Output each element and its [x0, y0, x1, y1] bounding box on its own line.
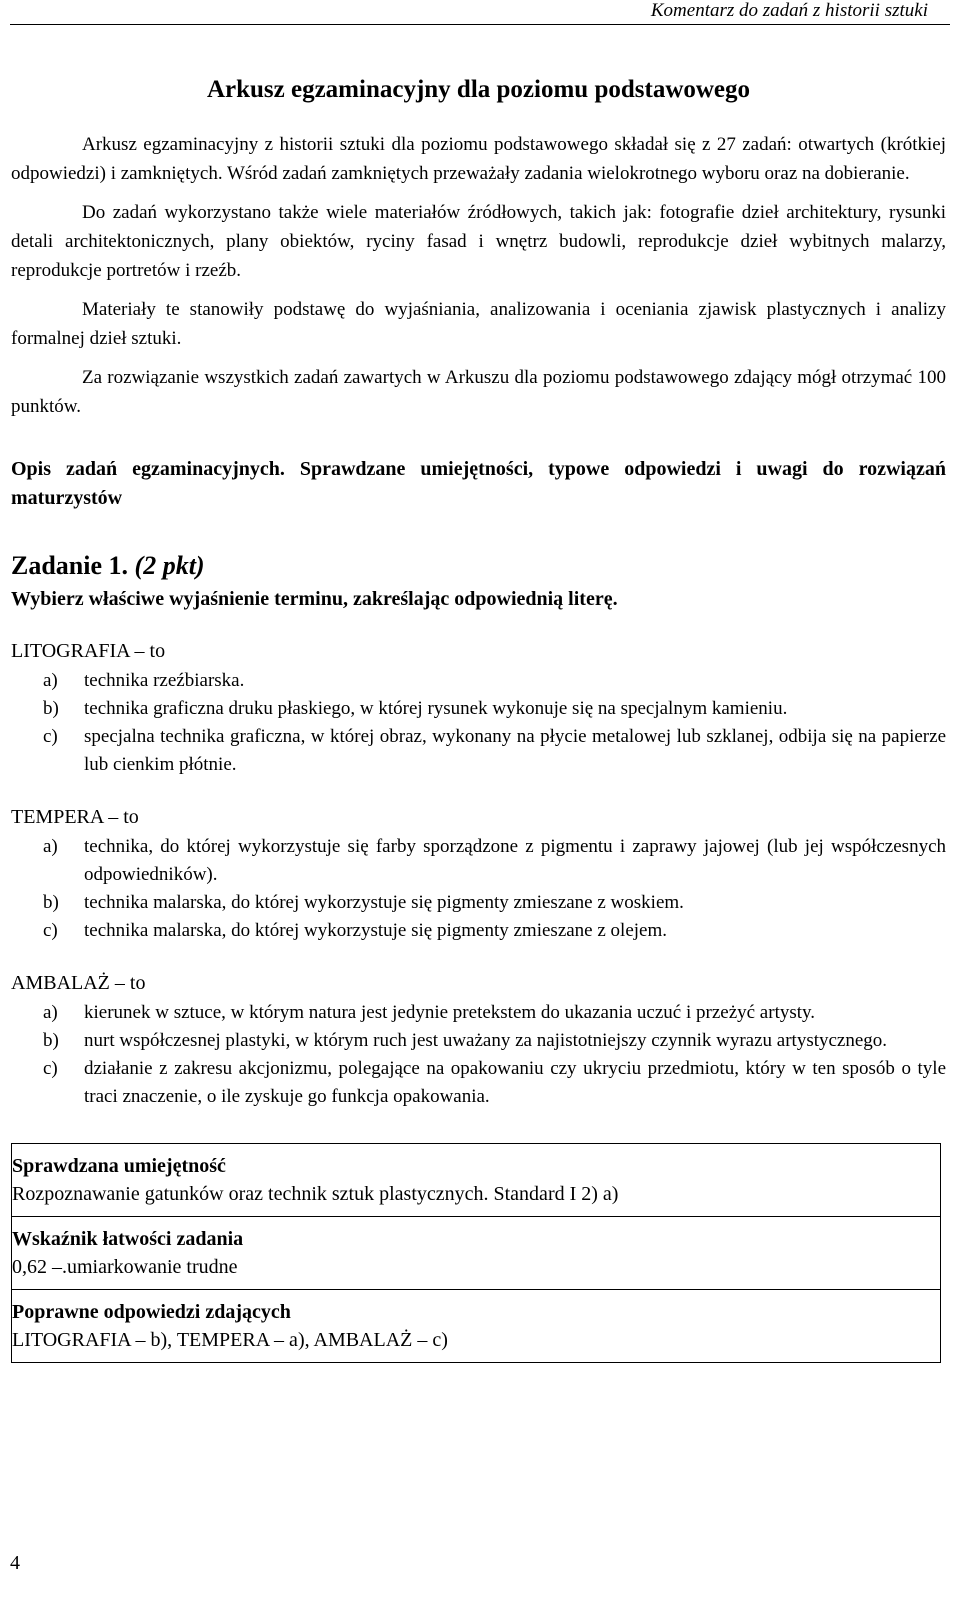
info-cell-skill — [12, 1144, 940, 1217]
option-letter: a) — [43, 670, 58, 691]
info-value: 0,62 –.umiarkowanie trudne — [12, 1256, 238, 1278]
term-heading-ambalaz: AMBALAŻ – to — [11, 972, 146, 994]
option-text: technika, do której wykorzystuje się farby sporządzone z pigmentu i zaprawy jajowej (lub jej współczesnych odpowiedników). — [84, 836, 946, 885]
option-item — [11, 999, 946, 1027]
intro-paragraph: Materiały te stanowiły podstawę do wyjaśniania, analizowania i oceniania zjawisk plastycznych i analizy formalnej dzieł sztuki. — [11, 299, 946, 349]
info-label: Poprawne odpowiedzi zdających — [12, 1301, 291, 1323]
option-item — [11, 1055, 946, 1111]
info-label: Sprawdzana umiejętność — [12, 1155, 226, 1177]
option-letter: c) — [43, 1058, 58, 1079]
options-list-tempera — [11, 833, 946, 945]
info-label: Wskaźnik łatwości zadania — [12, 1228, 244, 1250]
option-item — [11, 833, 946, 889]
option-text: technika malarska, do której wykorzystuje się pigmenty zmieszane z olejem. — [84, 920, 667, 941]
option-text: specjalna technika graficzna, w której obraz, wykonany na płycie metalowej lub szklanej, odbija się na papierze lub cienkim płótnie. — [84, 726, 946, 775]
option-item — [11, 1027, 946, 1055]
option-letter: c) — [43, 726, 58, 747]
info-box — [11, 1143, 941, 1363]
page-content — [11, 70, 946, 1363]
option-letter: b) — [43, 892, 59, 913]
option-letter: b) — [43, 698, 59, 719]
task-title — [11, 551, 946, 581]
page-number: 4 — [10, 1552, 20, 1574]
running-header — [10, 0, 950, 25]
running-header-title: Komentarz do zadań z historii sztuki — [650, 0, 928, 21]
option-text: technika malarska, do której wykorzystuje się pigmenty zmieszane z woskiem. — [84, 892, 684, 913]
option-item — [11, 723, 946, 779]
term-heading-tempera: TEMPERA – to — [11, 806, 139, 828]
option-letter: a) — [43, 1002, 58, 1023]
task-instruction: Wybierz właściwe wyjaśnienie terminu, zakreślając odpowiednią literę. — [11, 588, 618, 610]
option-letter: a) — [43, 836, 58, 857]
task-points: (2 pkt) — [134, 551, 205, 580]
option-text: nurt współczesnej plastyki, w którym ruch jest uważany za najistotniejszy czynnik wyrazu artystycznego. — [84, 1030, 888, 1051]
option-text: kierunek w sztuce, w którym natura jest jedynie pretekstem do ukazania uczuć i przeżyć artysty. — [84, 1002, 816, 1023]
info-value: LITOGRAFIA – b), TEMPERA – a), AMBALAŻ – c) — [12, 1329, 448, 1351]
info-value: Rozpoznawanie gatunków oraz technik sztuk plastycznych. Standard I 2) a) — [12, 1183, 619, 1205]
option-text: technika graficzna druku płaskiego, w której rysunek wykonuje się na specjalnym kamieniu. — [84, 698, 788, 719]
info-cell-answers — [12, 1290, 940, 1362]
option-item — [11, 695, 946, 723]
option-letter: b) — [43, 1030, 59, 1051]
intro-paragraph: Arkusz egzaminacyjny z historii sztuki dla poziomu podstawowego składał się z 27 zadań: otwartych (krótkiej odpowiedzi) i zamkniętych. Wśród zadań zamkniętych przeważały zadania wielokrotnego wyboru oraz na dobieranie. — [11, 134, 946, 184]
options-list-litografia — [11, 667, 946, 779]
option-text: technika rzeźbiarska. — [84, 670, 245, 691]
option-letter: c) — [43, 920, 58, 941]
term-heading-litografia: LITOGRAFIA – to — [11, 640, 166, 662]
section-title: Opis zadań egzaminacyjnych. Sprawdzane umiejętności, typowe odpowiedzi i uwagi do rozwiązań maturzystów — [11, 458, 946, 509]
task-number: Zadanie 1. — [11, 551, 129, 580]
intro-paragraph: Za rozwiązanie wszystkich zadań zawartych w Arkuszu dla poziomu podstawowego zdający mógł otrzymać 100 punktów. — [11, 367, 946, 417]
option-item — [11, 667, 946, 695]
info-cell-difficulty — [12, 1217, 940, 1290]
intro-paragraph: Do zadań wykorzystano także wiele materiałów źródłowych, takich jak: fotografie dzieł architektury, rysunki detali architektonicznych, plany obiektów, ryciny fasad i wnętrz budowli, reprodukcje dzieł wybitnych malarzy, reprodukcje portretów i rzeźb. — [11, 202, 946, 281]
option-text: działanie z zakresu akcjonizmu, polegające na opakowaniu czy ukryciu przedmiotu, który w ten sposób o tyle traci znaczenie, o ile zyskuje go funkcja opakowania. — [84, 1058, 946, 1107]
options-list-ambalaz — [11, 999, 946, 1111]
page-title: Arkusz egzaminacyjny dla poziomu podstawowego — [206, 76, 751, 103]
option-item — [11, 889, 946, 917]
option-item — [11, 917, 946, 945]
